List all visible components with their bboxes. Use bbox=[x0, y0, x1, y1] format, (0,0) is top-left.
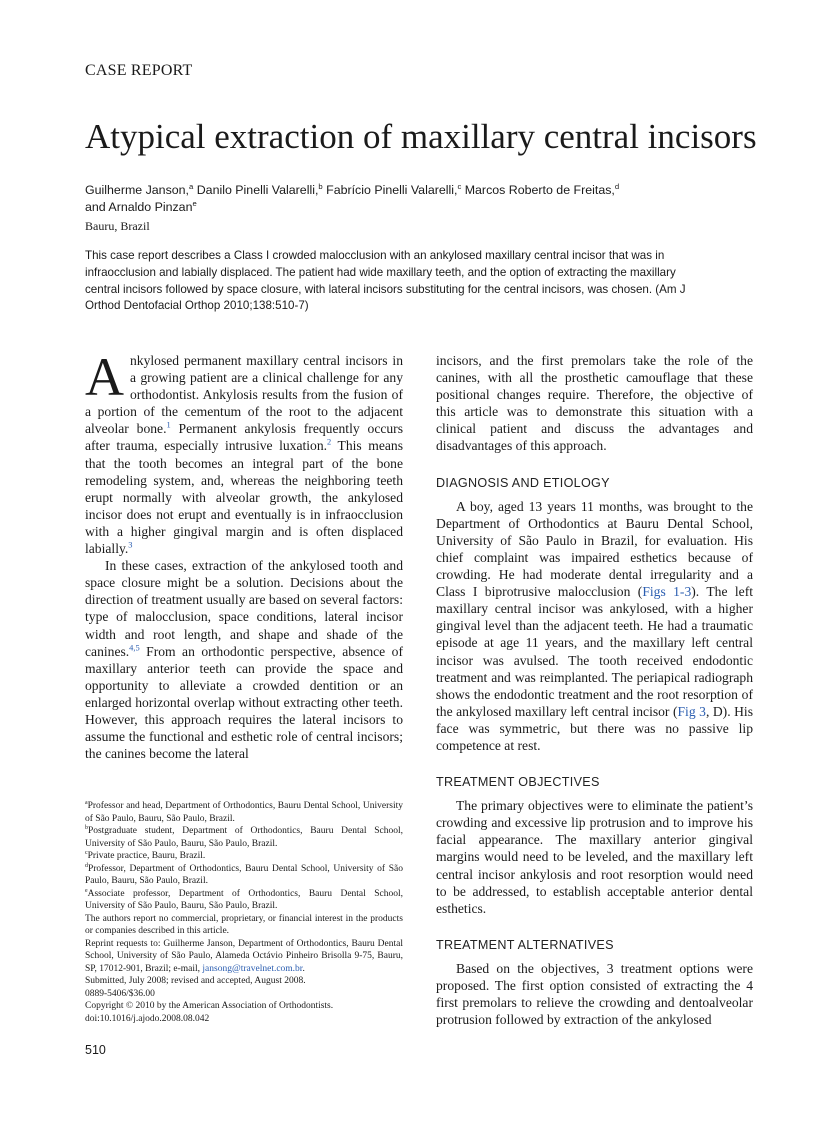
citation-link[interactable]: 1 bbox=[166, 419, 171, 430]
author-name: Danilo Pinelli Valarelli, bbox=[193, 183, 319, 197]
footnote-text: Professor, Department of Orthodontics, Bauru Dental School, University of São Paulo, Bauru, São Paulo, Brazil. bbox=[85, 863, 403, 886]
paragraph-text: This means that the tooth becomes an integral part of the bone remodeling system, and, whereas the neighboring teeth erupt normally with alveolar growth, the ankylosed incisor does not erupt and eventually is in infraocclusion with a higher gingival margin and is often displaced labially. bbox=[85, 438, 403, 557]
figure-link[interactable]: Fig 3 bbox=[677, 703, 706, 719]
author-name: Marcos Roberto de Freitas, bbox=[461, 183, 615, 197]
author-affiliation-marker: a bbox=[189, 181, 194, 191]
paragraph-text: In these cases, extraction of the ankylosed tooth and space closure might be a solution. Decisions about the direction of treatment usually are based on several factors: type of malocclusion, space conditions, lateral incisor width and root length, and shape and shade of the canines. bbox=[85, 558, 403, 659]
paragraph-text: A boy, aged 13 years 11 months, was brought to the Department of Orthodontics at Bauru Dental School, University of São Paulo in Brazil, for evaluation. His chief complaint was impaired esthetics because of crowding. He had moderate dental irregularity and a Class I biprotrusive malocclusion ( bbox=[436, 498, 753, 600]
right-column bbox=[436, 352, 753, 1028]
footnote bbox=[85, 825, 403, 850]
diagnosis-paragraph bbox=[436, 498, 753, 754]
footnote bbox=[85, 888, 403, 913]
intro-paragraph-1 bbox=[85, 347, 403, 557]
author-location: Bauru, Brazil bbox=[85, 219, 150, 233]
paragraph-text: From an orthodontic perspective, absence of maxillary anterior teeth can provide the space and opportunity to alleviate a crowded dentition or an enlarged horizontal overlap without extracting other teeth. However, this approach requires the lateral incisors to assume the functional and esthetic role of central incisors; the canines become the lateral bbox=[85, 643, 403, 762]
paragraph-text: nkylosed permanent maxillary central incisors in a growing patient are a clinical challenge for any orthodontist. Ankylosis results from the fusion of a portion of the cementum of the root to the adjacent alveolar bone. bbox=[85, 353, 403, 437]
objectives-paragraph: The primary objectives were to eliminate the patient’s crowding and excessive lip protrusion and to improve his facial appearance. The maxillary anterior gingival margins would need to be leveled, and the maxillary left central incisor ankylosis and root resorption would need to be addressed, to establish acceptable anterior dental esthetics. bbox=[436, 798, 753, 916]
paragraph-text: Permanent ankylosis frequently occurs after trauma, especially intrusive luxation. bbox=[85, 421, 403, 454]
paragraph-text: ). The left maxillary central incisor was ankylosed, with a higher gingival level than the adjacent teeth. He had a traumatic episode at age 11 years, and the maxillary left central incisor was avulsed. The tooth received endodontic treatment and was reimplanted. The periapical radiograph shows the endodontic treatment and the root resorption of the ankylosed maxillary left central incisor ( bbox=[436, 584, 753, 719]
reprint-requests bbox=[85, 938, 403, 976]
abstract: This case report describes a Class I crowded malocclusion with an ankylosed maxillary central incisor that was in infraocclusion and labially displaced. The patient had wide maxillary teeth, and the option of extracting the maxillary central incisors followed by space closure, with lateral incisors substituting for the central incisors, was chosen. (Am J Orthod Dentofacial Orthop 2010;138:510-7) bbox=[85, 249, 686, 313]
footnote-text: Postgraduate student, Department of Orthodontics, Bauru Dental School, University of São Paulo, Bauru, São Paulo, Brazil. bbox=[85, 826, 403, 849]
author-name: and Arnaldo Pinzan bbox=[85, 200, 193, 214]
section-heading-diagnosis: DIAGNOSIS AND ETIOLOGY bbox=[436, 475, 610, 490]
citation-link[interactable]: 2 bbox=[327, 436, 332, 447]
author-affiliation-marker: c bbox=[457, 181, 462, 191]
footnote-marker: c bbox=[85, 849, 88, 856]
author-affiliation-marker: d bbox=[614, 181, 620, 191]
issn: 0889-5406/$36.00 bbox=[85, 988, 155, 999]
footnote-text: Professor and head, Department of Orthodontics, Bauru Dental School, University of São Paulo, Bauru, São Paulo, Brazil. bbox=[85, 801, 403, 824]
footnotes bbox=[85, 800, 403, 1025]
footnote-marker: a bbox=[85, 799, 88, 806]
footnote bbox=[85, 800, 403, 825]
email-link[interactable]: jansong@travelnet.com.br bbox=[202, 963, 303, 974]
footnote-marker: d bbox=[85, 862, 88, 869]
section-label: CASE REPORT bbox=[85, 62, 193, 79]
section-heading-alternatives: TREATMENT ALTERNATIVES bbox=[436, 937, 614, 952]
reprint-text: . bbox=[302, 963, 305, 974]
figure-link[interactable]: Figs 1-3 bbox=[642, 584, 692, 600]
author-affiliation-marker: e bbox=[192, 198, 197, 208]
doi: doi:10.1016/j.ajodo.2008.08.042 bbox=[85, 1013, 210, 1024]
citation-link[interactable]: 4,5 bbox=[129, 642, 140, 653]
author-list bbox=[85, 182, 705, 216]
page-number: 510 bbox=[85, 1043, 106, 1057]
intro-paragraph-3: incisors, and the first premolars take the role of the canines, with all the prosthetic camouflage that these positional changes require. Therefore, the objective of this article was to demonstrate this situation with a clinical patient and discuss the advantages and disadvantages of this approach. bbox=[436, 353, 753, 454]
author-affiliation-marker: b bbox=[318, 181, 323, 191]
alternatives-paragraph: Based on the objectives, 3 treatment options were proposed. The first option consisted of extracting the 4 first premolars to relieve the crowding and dentoalveolar protrusion followed by extraction of the ankylosed bbox=[436, 960, 753, 1028]
article-title: Atypical extraction of maxillary central incisors bbox=[85, 117, 757, 156]
footnote-text: Associate professor, Department of Orthodontics, Bauru Dental School, University of São Paulo, Bauru, São Paulo, Brazil. bbox=[85, 888, 403, 911]
section-heading-objectives: TREATMENT OBJECTIVES bbox=[436, 775, 600, 790]
intro-paragraph-2 bbox=[85, 557, 403, 762]
footnote bbox=[85, 863, 403, 888]
footnote bbox=[85, 850, 403, 863]
footnote-marker: e bbox=[85, 887, 88, 894]
left-column bbox=[85, 347, 403, 762]
paragraph-text: , D). His face was symmetric, but there was no passive lip competence at rest. bbox=[436, 703, 753, 753]
citation-link[interactable]: 3 bbox=[128, 539, 133, 550]
footnote-marker: b bbox=[85, 824, 88, 831]
reprint-text: Reprint requests to: Guilherme Janson, Department of Orthodontics, Bauru Dental School, University of São Paulo, Alameda Octávio Pinheiro Brisolla 9-75, Bauru, SP, 17012-901, Brazil; e-mail, bbox=[85, 938, 403, 974]
drop-cap: A bbox=[85, 347, 124, 407]
submission-dates: Submitted, July 2008; revised and accepted, August 2008. bbox=[85, 976, 306, 986]
footnote-text: Private practice, Bauru, Brazil. bbox=[87, 851, 206, 861]
disclosure-note: The authors report no commercial, proprietary, or financial interest in the products or companies described in this article. bbox=[85, 913, 403, 936]
copyright: Copyright © 2010 by the American Association of Orthodontists. bbox=[85, 1001, 334, 1011]
author-name: Fabrício Pinelli Valarelli, bbox=[322, 183, 458, 197]
author-name: Guilherme Janson, bbox=[85, 183, 189, 197]
